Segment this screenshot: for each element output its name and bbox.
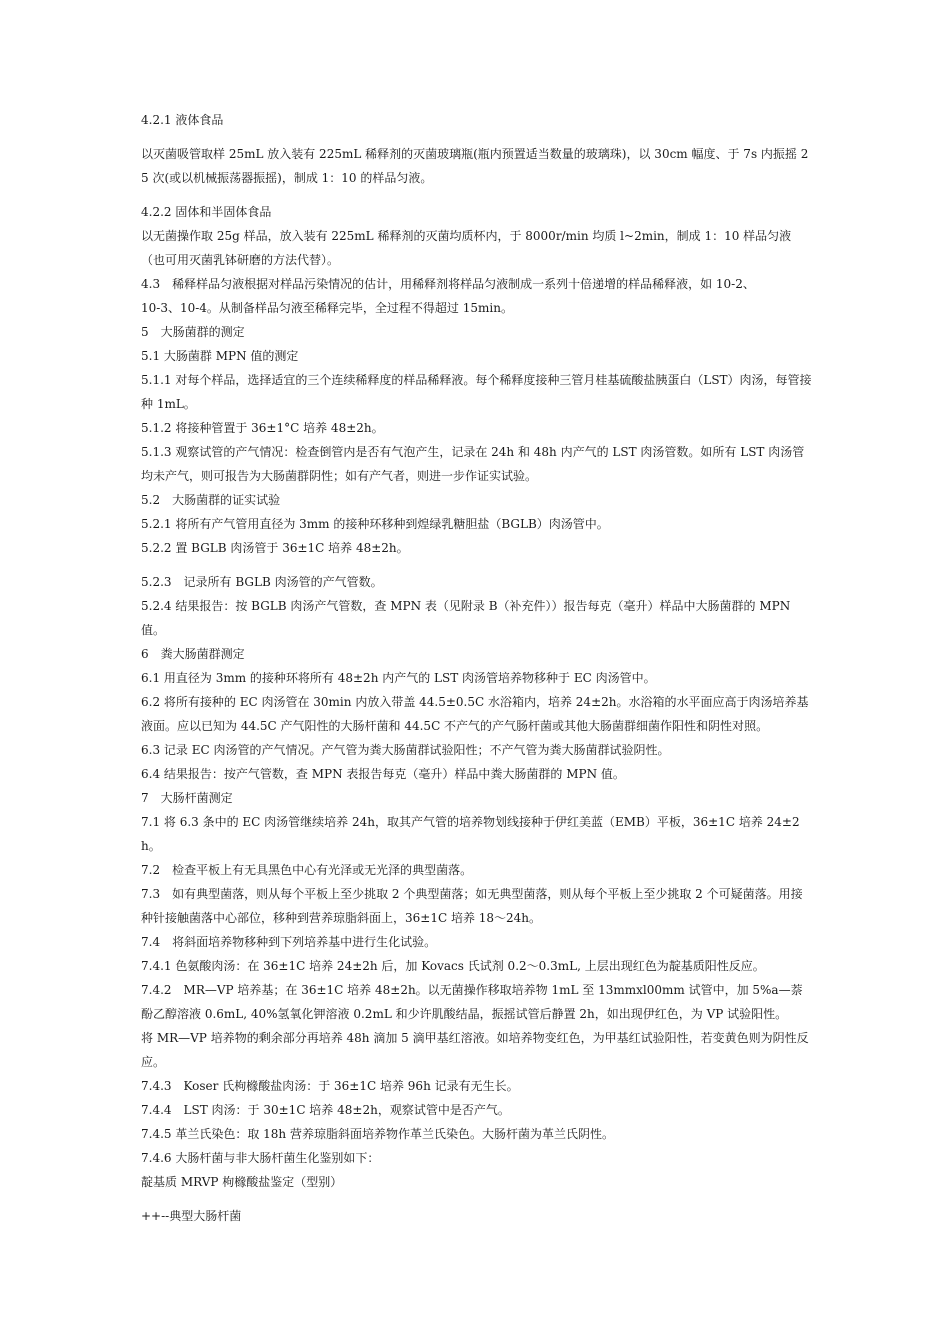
- paragraph-6-3: 6.3 记录 EC 肉汤管的产气情况。产气管为粪大肠菌群试验阳性；不产气管为粪大肠菌群试验阴性。: [141, 743, 670, 757]
- paragraph-4-3-line1: 4.3 稀释样品匀液根据对样品污染情况的估计，用稀释剂将样品匀液制成一系列十倍递增的样品稀释液，如 10-2、: [141, 277, 755, 291]
- paragraph-mr-vp: 将 MR—VP 培养物的剩余部分再培养 48h 滴加 5 滴甲基红溶液。如培养物变红色，为甲基红试验阳性，若变黄色则为阴性反应。: [141, 1031, 809, 1069]
- paragraph-7-3: 7.3 如有典型菌落，则从每个平板上至少挑取 2 个典型菌落；如无典型菌落，则从每个平板上至少挑取 2 个可疑菌落。用接种针接触菌落中心部位，移种到营养琼脂斜面上，36±1C 培养 18～24h。: [141, 887, 803, 925]
- heading-7: 7 大肠杆菌测定: [141, 791, 233, 805]
- paragraph-5-2-2: 5.2.2 置 BGLB 肉汤管于 36±1C 培养 48±2h。: [141, 541, 409, 555]
- paragraph-liquid-food: 以灭菌吸管取样 25mL 放入装有 225mL 稀释剂的灭菌玻璃瓶(瓶内预置适当数量的玻璃珠)，以 30cm 幅度、于 7s 内振摇 25 次(或以机械振荡器振摇)，制成 1：10 的样品匀液。: [141, 147, 809, 185]
- paragraph-6-1: 6.1 用直径为 3mm 的接种环将所有 48±2h 内产气的 LST 肉汤管培养物移种于 EC 肉汤管中。: [141, 671, 656, 685]
- paragraph-5-2-3: 5.2.3 记录所有 BGLB 肉汤管的产气管数。: [141, 575, 383, 589]
- paragraph-7-4-2: 7.4.2 MR—VP 培养基；在 36±1C 培养 48±2h。以无菌操作移取培养物 1mL 至 13mmxl00mm 试管中，加 5%a—萘酚乙醇溶液 0.6mL, 40%氢氧化钾溶液 0.2mL 和少许肌酸结晶，振摇试管后静置 2h，如出现伊红色，为 VP 试验阳性。: [141, 983, 803, 1021]
- paragraph-7-4-1: 7.4.1 色氨酸肉汤：在 36±1C 培养 24±2h 后，加 Kovacs 氏试剂 0.2～0.3mL, 上层出现红色为靛基质阳性反应。: [141, 959, 765, 973]
- paragraph-5-1-2: 5.1.2 将接种管置于 36±1°C 培养 48±2h。: [141, 421, 384, 435]
- heading-5-2: 5.2 大肠菌群的证实试验: [141, 493, 281, 507]
- paragraph-5-2-4: 5.2.4 结果报告：按 BGLB 肉汤产气管数，查 MPN 表（见附录 B（补充件））报告每克（毫升）样品中大肠菌群的 MPN 值。: [141, 599, 791, 637]
- heading-6: 6 粪大肠菌群测定: [141, 647, 245, 661]
- paragraph-5-1-3: 5.1.3 观察试管的产气情况：检查倒管内是否有气泡产生，记录在 24h 和 48h 内产气的 LST 肉汤管数。如所有 LST 肉汤管均未产气，则可报告为大肠菌群阴性；如有产气者，则进一步作证实试验。: [141, 445, 805, 483]
- identification-header: 靛基质 MRVP 枸橼酸盐鉴定（型别）: [141, 1175, 343, 1189]
- heading-4-2-1: 4.2.1 液体食品: [141, 113, 224, 127]
- paragraph-6-4: 6.4 结果报告：按产气管数，查 MPN 表报告每克（毫升）样品中粪大肠菌群的 MPN 值。: [141, 767, 625, 781]
- paragraph-solid-food: 以无菌操作取 25g 样品，放入装有 225mL 稀释剂的灭菌均质杯内，于 8000r/min 均质 l~2min，制成 1：10 样品匀液（也可用灭菌乳钵研磨的方法代替）。: [141, 229, 792, 267]
- heading-5-1: 5.1 大肠菌群 MPN 值的测定: [141, 349, 299, 363]
- paragraph-4-3-line2: 10-3、10-4。从制备样品匀液至稀释完毕，全过程不得超过 15min。: [141, 301, 513, 315]
- heading-4-2-2: 4.2.2 固体和半固体食品: [141, 205, 272, 219]
- paragraph-7-4-3: 7.4.3 Koser 氏枸橼酸盐肉汤：于 36±1C 培养 96h 记录有无生长。: [141, 1079, 519, 1093]
- paragraph-7-2: 7.2 检查平板上有无具黑色中心有光泽或无光泽的典型菌落。: [141, 863, 473, 877]
- paragraph-7-4: 7.4 将斜面培养物移种到下列培养基中进行生化试验。: [141, 935, 437, 949]
- paragraph-7-1: 7.1 将 6.3 条中的 EC 肉汤管继续培养 24h，取其产气管的培养物划线接种于伊红美蓝（EMB）平板，36±1C 培养 24±2h。: [141, 815, 800, 853]
- paragraph-6-2: 6.2 将所有接种的 EC 肉汤管在 30min 内放入带盖 44.5±0.5C 水浴箱内，培养 24±2h。水浴箱的水平面应高于肉汤培养基液面。应以已知为 44.5C 产气阳性的大肠杆菌和 44.5C 不产气的产气肠杆菌或其他大肠菌群细菌作阳性和阴性对照。: [141, 695, 809, 733]
- paragraph-5-2-1: 5.2.1 将所有产气管用直径为 3mm 的接种环移种到煌绿乳糖胆盐（BGLB）肉汤管中。: [141, 517, 609, 531]
- paragraph-7-4-4: 7.4.4 LST 肉汤：于 30±1C 培养 48±2h，观察试管中是否产气。: [141, 1103, 510, 1117]
- heading-5: 5 大肠菌群的测定: [141, 325, 245, 339]
- identification-row: ++--典型大肠杆菌: [141, 1209, 242, 1223]
- paragraph-5-1-1: 5.1.1 对每个样品，选择适宜的三个连续稀释度的样品稀释液。每个稀释度接种三管月桂基硫酸盐胰蛋白（LST）肉汤，每管接种 1mL。: [141, 373, 812, 411]
- document-body: [141, 108, 813, 1228]
- paragraph-7-4-5: 7.4.5 革兰氏染色：取 18h 营养琼脂斜面培养物作革兰氏染色。大肠杆菌为革兰氏阴性。: [141, 1127, 614, 1141]
- paragraph-7-4-6: 7.4.6 大肠杆菌与非大肠杆菌生化鉴别如下：: [141, 1151, 380, 1165]
